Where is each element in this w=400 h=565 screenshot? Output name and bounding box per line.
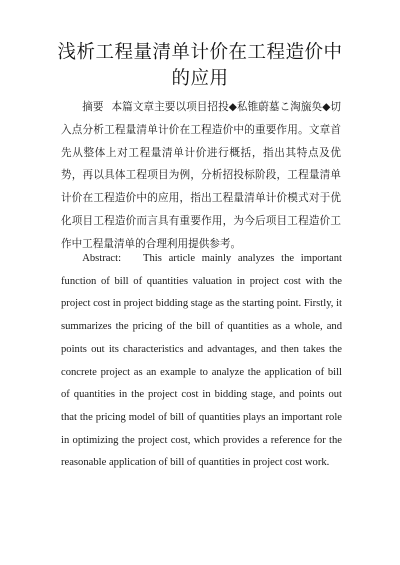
document-title: 浅析工程量清单计价在工程造价中的应用 — [57, 42, 343, 89]
english-abstract — [61, 248, 342, 475]
chinese-abstract-label: 摘要 — [82, 101, 104, 113]
chinese-abstract-text: 本篇文章主要以项目招投◆私锥蔚墓こ淘旒奂◆切入点分析工程量清单计价在工程造价中的重要作用。文章首先从整体上对工程量清单计价进行概括，指出其特点及优势，再以具体工程项目为例，分析招投标阶段，工程量清单计价在工程造价中的应用，指出工程量清单计价模式对于优化项目工程造价而言具有重要作用，为今后项目工程造价工作中工程量清单的合理利用提供参考。 — [61, 101, 342, 250]
english-abstract-label: Abstract: — [82, 253, 122, 264]
chinese-abstract — [61, 96, 341, 256]
english-abstract-text: This article mainly analyzes the important function of bill of quantities valuation in project cost with the project cost in project bidding stage as the starting point. Firstly, it summarizes the pricing of the bill of quantities as a whole, and points out its characteristics and advantages, and then takes the concrete project as an example to analyze the application of bill of quantities in the project cost in bidding stage, and points out that the pricing model of bill of quantities plays an important role in optimizing the project cost, which provides a reference for the reasonable application of bill of quantities in project cost work. — [61, 253, 342, 469]
